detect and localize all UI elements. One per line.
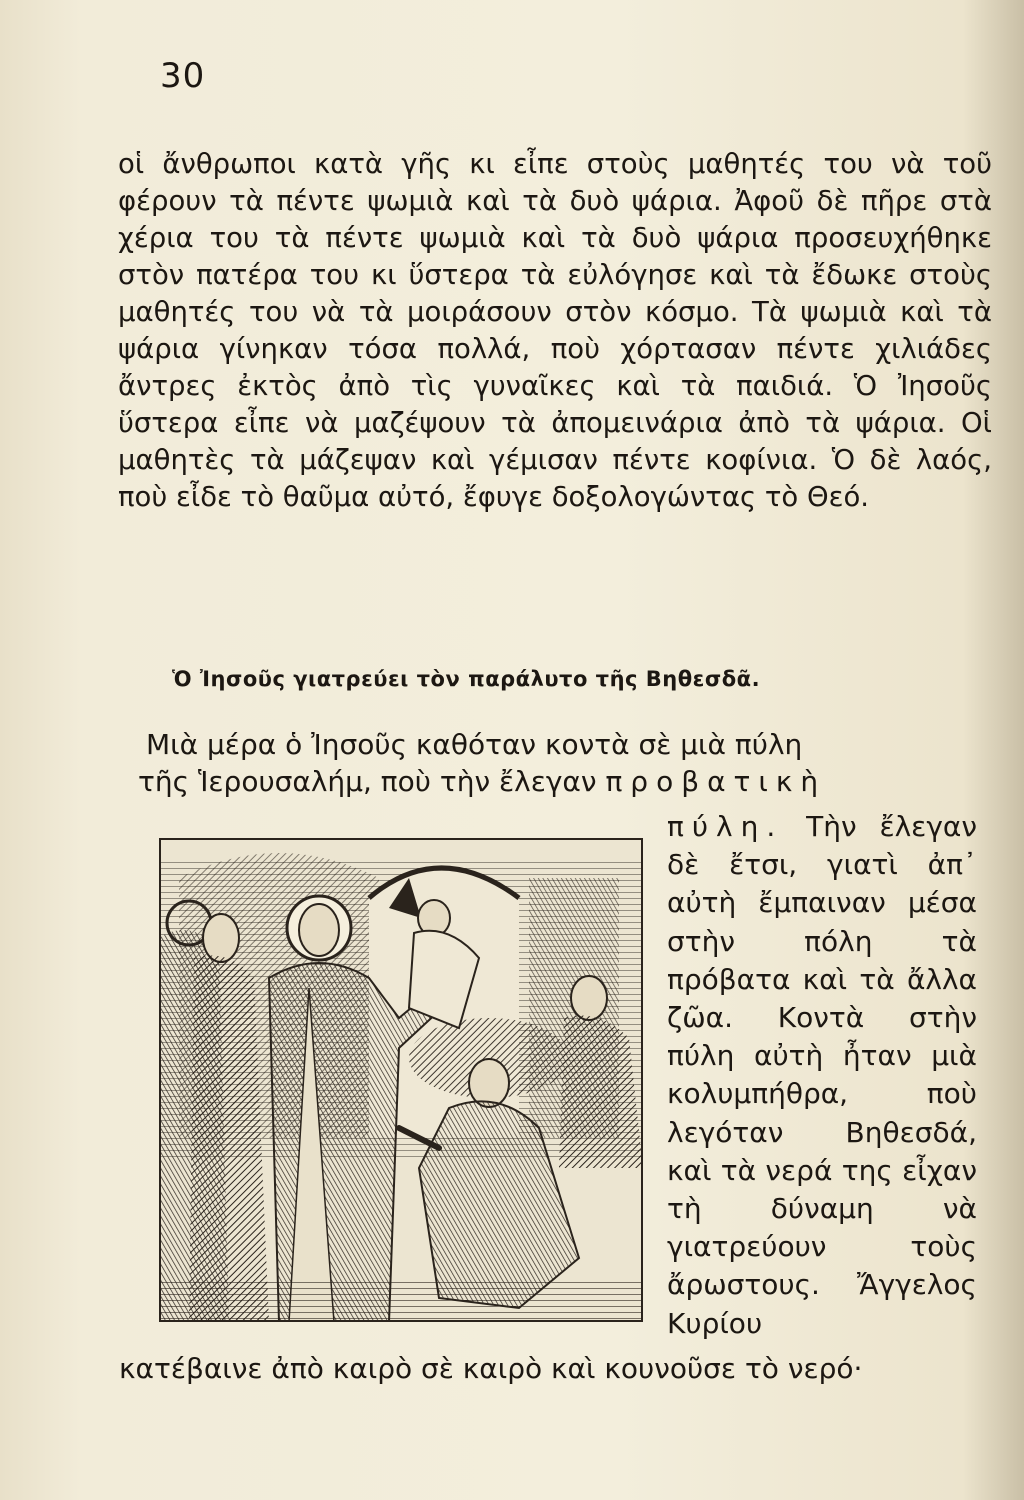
section-heading: Ὁ Ἰησοῦς γιατρεύει τὸν παράλυτο τῆς Βηθεσδᾶ.	[172, 667, 761, 691]
engraving-illustration	[159, 838, 643, 1322]
paragraph-bethesda-last-line: κατέβαινε ἀπὸ καιρὸ σὲ καιρὸ καὶ κουνοῦσε τὸ νερό·	[119, 1352, 863, 1385]
paragraph-column-text: Τὴν ἔλεγαν δὲ ἔτσι, γιατὶ ἀπ᾽ αὐτὴ ἔμπαιναν μέσα στὴν πόλη τὰ πρόβατα καὶ τὰ ἄλλα ζῶα. Κοντὰ στὴν πύλη αὐτὴ ἦταν μιὰ κολυμπήθρα, ποὺ λεγόταν Βηθεσδά, καὶ τὰ νερά της εἶχαν τὴ δύναμη νὰ γιατρεύουν τοὺς ἄρωστους. Ἄγγελος Κυρίου	[667, 810, 977, 1340]
paragraph-loaves-and-fishes: οἱ ἄνθρωποι κατὰ γῆς κι εἶπε στοὺς μαθητές του νὰ τοῦ φέρουν τὰ πέντε ψωμιὰ καὶ τὰ δυὸ ψάρια. Ἀφοῦ δὲ πῆρε στὰ χέρια του τὰ πέντε ψωμιὰ καὶ τὰ δυὸ ψάρια προσευχήθηκε στὸν πατέρα του κι ὕστερα τὰ εὐλόγησε καὶ τὰ ἔδωκε στοὺς μαθητές του νὰ τὰ μοιράσουν στὸν κόσμο. Τὰ ψωμιὰ καὶ τὰ ψάρια γίνηκαν τόσα πολλά, ποὺ χόρτασαν πέντε χιλιάδες ἄντρες ἐκτὸς ἀπὸ τὶς γυναῖκες καὶ τὰ παιδιά. Ὁ Ἰησοῦς ὕστερα εἶπε νὰ μαζέψουν τὰ ἀπομεινάρια ἀπὸ τὰ ψάρια. Οἱ μαθητὲς τὰ μάζεψαν καὶ γέμισαν πέντε κοφίνια. Ὁ δὲ λαός, ποὺ εἶδε τὸ θαῦμα αὐτό, ἔφυγε δοξολογώντας τὸ Θεό.	[118, 148, 992, 513]
spaced-emphasis-text: πύλη.	[667, 810, 784, 843]
page-number: 30	[160, 56, 206, 96]
engraving-image	[159, 838, 643, 1322]
paragraph-line: Μιὰ μέρα ὁ Ἰησοῦς καθόταν κοντὰ σὲ μιὰ πύλη	[146, 728, 803, 761]
spaced-emphasis-text: προβατικὴ	[605, 765, 827, 798]
paragraph-line: τῆς Ἱερουσαλήμ, ποὺ τὴν ἔλεγαν	[138, 765, 597, 798]
paragraph-bethesda-opening	[138, 726, 980, 800]
paragraph-bethesda-column	[667, 808, 977, 1343]
